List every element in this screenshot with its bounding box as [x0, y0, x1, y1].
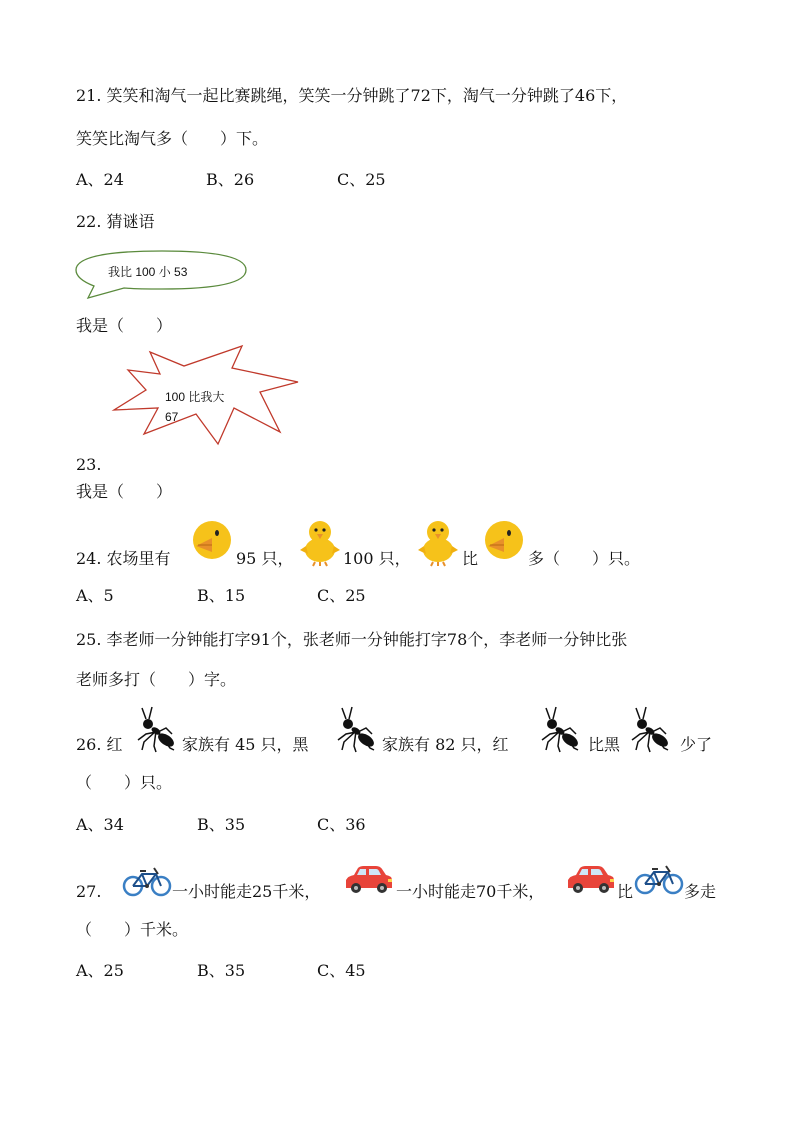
bicycle-icon [634, 862, 684, 894]
q21-option-a: A、24 [76, 170, 124, 189]
q24-part4: 比 [462, 549, 479, 568]
baby-chick-icon [300, 516, 340, 566]
q26-option-a: A、34 [76, 815, 124, 834]
ant-icon [334, 704, 382, 752]
q27-option-a: A、25 [76, 961, 124, 980]
q27-part2: 一小时能走25千米， [172, 882, 321, 901]
q27-part3: 一小时能走70千米， [396, 882, 545, 901]
q27-line2: （ ）千米。 [76, 920, 189, 939]
q24-option-a: A、5 [76, 586, 114, 605]
q26-option-c: C、36 [317, 815, 366, 834]
car-icon [342, 864, 396, 894]
q26-part4: 比黑 [588, 735, 621, 754]
q21-line2: 笑笑比淘气多（ ）下。 [76, 129, 269, 148]
q26-part1: 26. 红 [76, 735, 123, 754]
burst-text-line2: 67 [165, 410, 179, 424]
q27-part1: 27. [76, 882, 102, 901]
q26-part3: 家族有 82 只，红 [382, 735, 509, 754]
q24-part1: 24. 农场里有 [76, 549, 171, 568]
ant-icon [538, 704, 586, 752]
q27-part5: 多走 [684, 882, 717, 901]
q25-line2: 老师多打（ ）字。 [76, 670, 237, 689]
q26-line2: （ ）只。 [76, 773, 173, 792]
q26-part2: 家族有 45 只，黑 [182, 735, 309, 754]
q24-part2: 95 只， [236, 549, 294, 568]
q22-answer: 我是（ ） [76, 316, 173, 335]
q24-option-c: C、25 [317, 586, 366, 605]
q23-number: 23. [76, 455, 102, 474]
q23-answer: 我是（ ） [76, 482, 173, 501]
q24-option-b: B、15 [197, 586, 246, 605]
q27-option-c: C、45 [317, 961, 366, 980]
q22-title: 22. 猜谜语 [76, 212, 155, 231]
q26-option-b: B、35 [197, 815, 246, 834]
q24-part3: 100 只， [343, 549, 411, 568]
q27-part4: 比 [617, 882, 634, 901]
ant-icon [628, 704, 676, 752]
q24-part5: 多（ ）只。 [528, 549, 641, 568]
bubble-text: 我比 100 小 53 [108, 265, 188, 279]
ant-icon [134, 704, 182, 752]
bicycle-icon [122, 864, 172, 896]
baby-chick-icon [418, 516, 458, 566]
q27-option-b: B、35 [197, 961, 246, 980]
chick-face-icon [192, 520, 232, 560]
car-icon [564, 864, 618, 894]
burst-text-line1: 100 比我大 [165, 390, 225, 404]
q25-line1: 25. 李老师一分钟能打字91个，张老师一分钟能打字78个，李老师一分钟比张 [76, 630, 628, 649]
q21-option-c: C、25 [337, 170, 386, 189]
chick-face-icon [484, 520, 524, 560]
q26-part5: 少了 [680, 735, 713, 754]
q21-line1: 21. 笑笑和淘气一起比赛跳绳，笑笑一分钟跳了72下，淘气一分钟跳了46下， [76, 86, 628, 105]
q21-option-b: B、26 [206, 170, 255, 189]
